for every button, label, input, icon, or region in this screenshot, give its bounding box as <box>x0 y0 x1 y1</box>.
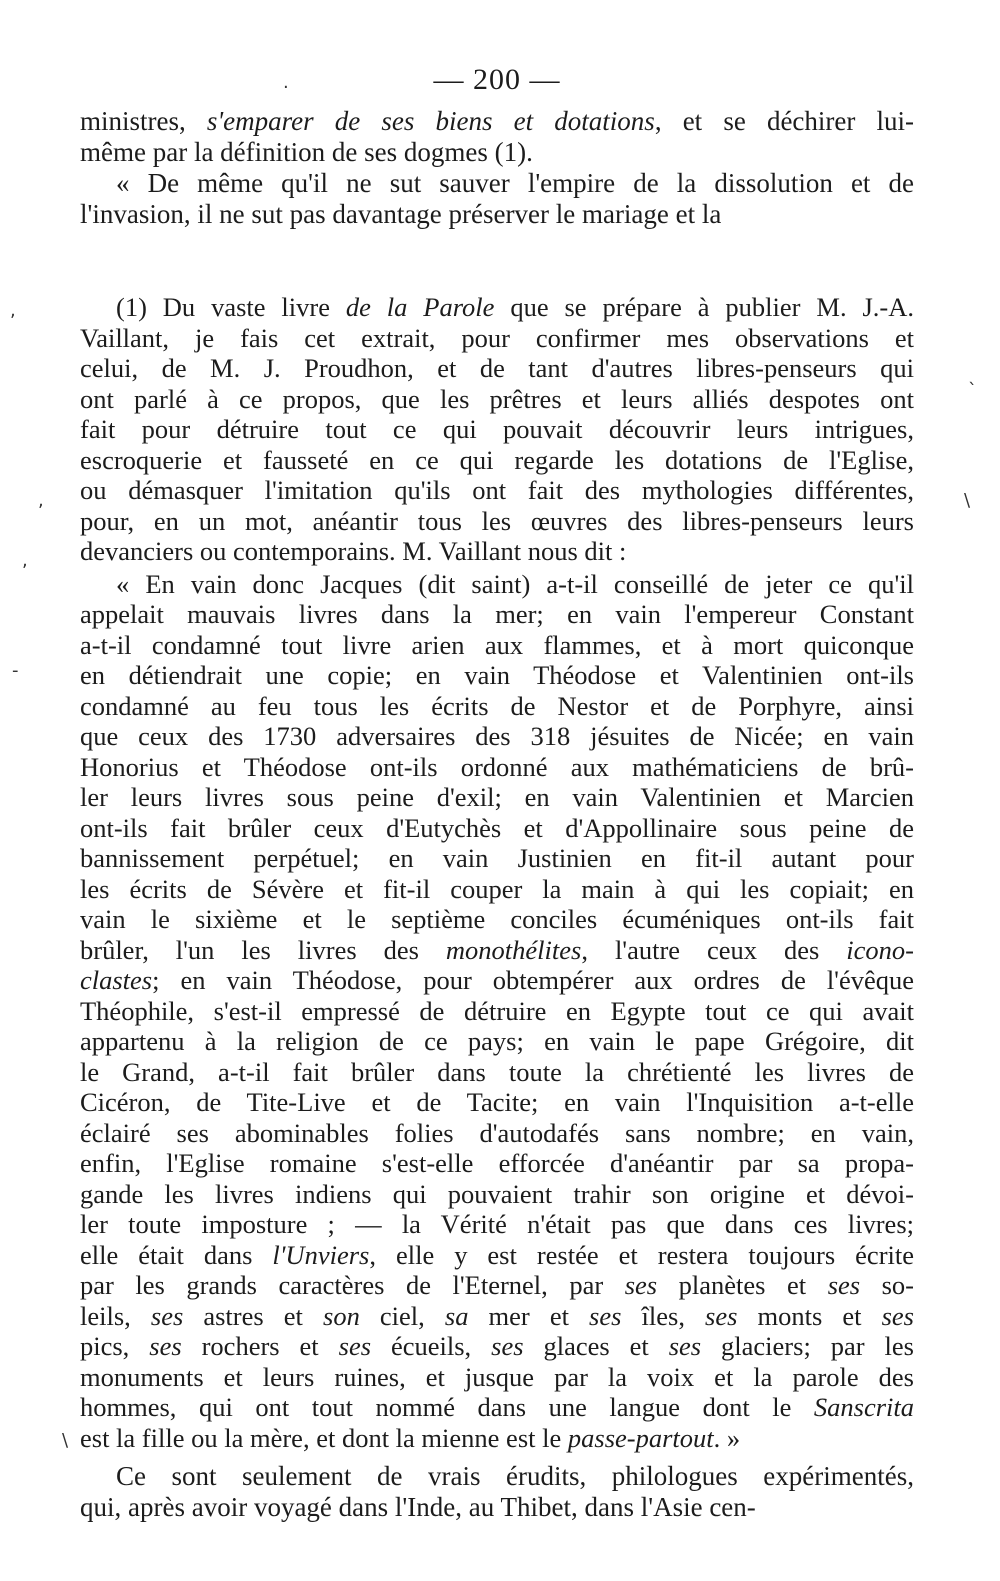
text-run: rochers et <box>181 1331 339 1361</box>
text-line <box>80 137 914 168</box>
text-line <box>80 813 914 844</box>
italic-run: l'Unviers <box>272 1239 370 1270</box>
text-run: îles, <box>621 1300 706 1331</box>
text-line <box>80 506 914 537</box>
text-line <box>80 1301 914 1332</box>
text-run: ont parlé à ce propos, que les prêtres et leurs alliés despotes ont <box>80 383 914 414</box>
text-line <box>80 1240 914 1271</box>
italic-run: monothélites <box>445 934 582 965</box>
text-line <box>80 1118 914 1149</box>
text-run: condamné au feu tous les écrits de Nestor et de Porphyre, ainsi <box>80 690 914 721</box>
text-line <box>80 599 914 630</box>
italic-run: ses <box>338 1331 372 1361</box>
text-line <box>80 691 914 722</box>
text-run: glaces et <box>523 1331 669 1361</box>
text-line <box>80 199 914 230</box>
text-line <box>80 414 914 445</box>
text-line <box>80 843 914 874</box>
text-run: (1) Du vaste livre <box>116 292 346 322</box>
text-line <box>80 384 914 415</box>
text-run: celui, de M. J. Proudhon, et de tant d'autres libres-penseurs qui <box>80 353 914 383</box>
text-run: ou démasquer l'imitation qu'ils ont fait des mythologies différentes, <box>80 475 914 505</box>
text-line <box>80 106 914 137</box>
text-line <box>80 445 914 476</box>
text-run: astres et <box>183 1300 323 1331</box>
text-run: les écrits de Sévère et fit-il couper la main à qui les copiait; en <box>80 873 914 904</box>
text-run: éclairé ses abominables folies d'autodafés sans nombre; en vain, <box>80 1117 914 1148</box>
text-line <box>80 1026 914 1057</box>
book-page <box>80 62 914 1523</box>
text-run: « En vain donc Jacques (dit saint) a-t-il conseillé de jeter ce qu'il <box>116 568 914 599</box>
page-number: — 200 — <box>433 63 561 96</box>
text-line <box>80 904 914 935</box>
footnote-intro <box>80 292 914 567</box>
text-line <box>80 935 914 966</box>
text-run: enfin, l'Eglise romaine s'est-elle efforcée d'anéantir par sa propa- <box>80 1148 914 1178</box>
text-run: . » <box>713 1422 741 1453</box>
text-run: ler toute imposture ; — la Vérité n'était pas que dans ces livres; <box>80 1209 914 1239</box>
text-run: pour, en un mot, anéantir tous les œuvres des libres-penseurs leurs <box>80 505 914 536</box>
text-line <box>80 292 914 323</box>
text-run: fait pour détruire tout ce qui pouvait découvrir leurs intrigues, <box>80 414 914 444</box>
text-run: so- <box>860 1270 915 1300</box>
italic-run: ses <box>705 1300 738 1331</box>
text-run: que ceux des 1730 adversaires des 318 jésuites de Nicée; en vain <box>80 721 914 751</box>
text-run: mer et <box>468 1300 590 1331</box>
text-run: écueils, <box>371 1331 492 1361</box>
italic-run: ses <box>881 1300 914 1331</box>
text-run: bannissement perpétuel; en vain Justinien en fit-il autant pour <box>80 843 914 873</box>
text-line <box>80 721 914 752</box>
text-line <box>80 630 914 661</box>
text-run: par les grands caractères de l'Eternel, par <box>80 1270 625 1300</box>
text-line <box>80 1362 914 1393</box>
text-run: Théophile, s'est-il empressé de détruire en Egypte tout ce qui avait <box>80 995 914 1026</box>
italic-run: de la Parole <box>345 292 495 322</box>
text-run: Cicéron, de Tite-Live et de Tacite; en vain l'Inquisition a-t-elle <box>80 1087 914 1117</box>
text-line <box>80 475 914 506</box>
italic-run: ses <box>624 1270 658 1300</box>
italic-run: ses <box>150 1300 184 1331</box>
text-run: ont-ils fait brûler ceux d'Eutychès et d'Appollinaire sous peine de <box>80 812 914 843</box>
continuation-text <box>80 1461 914 1523</box>
main-text <box>80 106 914 230</box>
text-run: Honorius et Théodose ont-ils ordonné aux mathématiciens de brû- <box>80 751 914 782</box>
text-line <box>80 1087 914 1118</box>
text-run: qui, après avoir voyagé dans l'Inde, au Thibet, dans l'Asie cen- <box>80 1492 756 1522</box>
footnote <box>80 292 914 1453</box>
text-run: devanciers ou contemporains. M. Vaillant nous dit : <box>80 536 627 566</box>
text-run: leils, <box>80 1300 151 1331</box>
text-line <box>80 168 914 199</box>
text-line <box>80 996 914 1027</box>
text-line <box>80 536 914 567</box>
text-line <box>80 1461 914 1492</box>
text-run: vain le sixième et le septième conciles écuméniques ont-ils fait <box>80 904 914 934</box>
text-line <box>80 1148 914 1179</box>
text-line <box>80 569 914 600</box>
footnote-quote <box>80 569 914 1454</box>
text-run: le Grand, a-t-il fait brûler dans toute la chrétienté les livres de <box>80 1056 914 1087</box>
italic-run: ses <box>827 1270 861 1300</box>
text-run: ler leurs livres sous peine d'exil; en vain Valentinien et Marcien <box>80 782 914 812</box>
text-run: brûler, l'un les livres des <box>80 934 446 965</box>
text-line <box>80 353 914 384</box>
text-run: en détiendrait une copie; en vain Théodose et Valentinien ont-ils <box>80 660 914 690</box>
text-run: que se prépare à publier M. J.-A. <box>494 292 914 322</box>
text-run: pics, <box>80 1331 150 1361</box>
italic-run: ses <box>589 1300 622 1331</box>
text-run: glaciers; par les <box>701 1331 914 1361</box>
italic-run: ses <box>149 1331 182 1361</box>
italic-run: icono- <box>846 934 914 965</box>
text-run: est la fille ou la mère, et dont la mienne est le <box>80 1422 568 1453</box>
text-run: , l'autre ceux des <box>581 934 847 965</box>
text-line <box>80 965 914 996</box>
text-run: l'invasion, il ne sut pas davantage préserver le mariage et la <box>80 199 722 229</box>
text-line <box>80 1492 914 1523</box>
italic-run: passe-partout <box>567 1422 714 1453</box>
italic-run: sa <box>444 1300 469 1331</box>
text-run: Ce sont seulement de vrais érudits, philologues expérimentés, <box>116 1461 914 1491</box>
text-run: ministres, <box>80 106 207 136</box>
text-run: ; en vain Théodose, pour obtempérer aux ordres de l'évêque <box>152 965 914 995</box>
text-run: monts et <box>737 1300 882 1331</box>
text-line <box>80 874 914 905</box>
italic-run: Sanscrita <box>813 1392 914 1422</box>
italic-run: ses <box>491 1331 524 1361</box>
text-line <box>80 323 914 354</box>
text-run: appartenu à la religion de ce pays; en vain le pape Grégoire, dit <box>80 1026 914 1056</box>
italic-run: son <box>323 1300 360 1331</box>
text-line <box>80 1057 914 1088</box>
italic-run: ses <box>668 1331 702 1361</box>
text-run: planètes et <box>657 1270 828 1300</box>
text-line <box>80 1270 914 1301</box>
text-line <box>80 1392 914 1423</box>
text-run: escroquerie et fausseté en ce qui regarde les dotations de l'Eglise, <box>80 444 914 475</box>
italic-run: s'emparer de ses biens et dotations <box>206 106 655 136</box>
text-run: a-t-il condamné tout livre arien aux flammes, et à mort quiconque <box>80 629 914 660</box>
text-run: Vaillant, je fais cet extrait, pour confirmer mes observations et <box>80 322 914 353</box>
text-run: monuments et leurs ruines, et jusque par la voix et la parole des <box>80 1361 914 1392</box>
text-line <box>80 660 914 691</box>
text-run: appelait mauvais livres dans la mer; en vain l'empereur Constant <box>80 599 914 629</box>
text-line <box>80 752 914 783</box>
text-run: , et se déchirer lui- <box>654 106 915 136</box>
text-line <box>80 782 914 813</box>
text-line <box>80 1209 914 1240</box>
text-run: hommes, qui ont tout nommé dans une langue dont le <box>80 1392 814 1422</box>
italic-run: clastes <box>80 965 153 995</box>
text-line <box>80 1423 914 1454</box>
text-run: gande les livres indiens qui pouvaient trahir son origine et dévoi- <box>80 1178 914 1209</box>
text-run: « De même qu'il ne sut sauver l'empire de la dissolution et de <box>116 168 914 198</box>
text-line <box>80 1331 914 1362</box>
text-run: , elle y est restée et restera toujours écrite <box>369 1239 915 1270</box>
text-run: elle était dans <box>80 1239 273 1270</box>
text-line <box>80 1179 914 1210</box>
text-run: même par la définition de ses dogmes (1). <box>80 137 533 167</box>
text-run: ciel, <box>359 1300 445 1331</box>
